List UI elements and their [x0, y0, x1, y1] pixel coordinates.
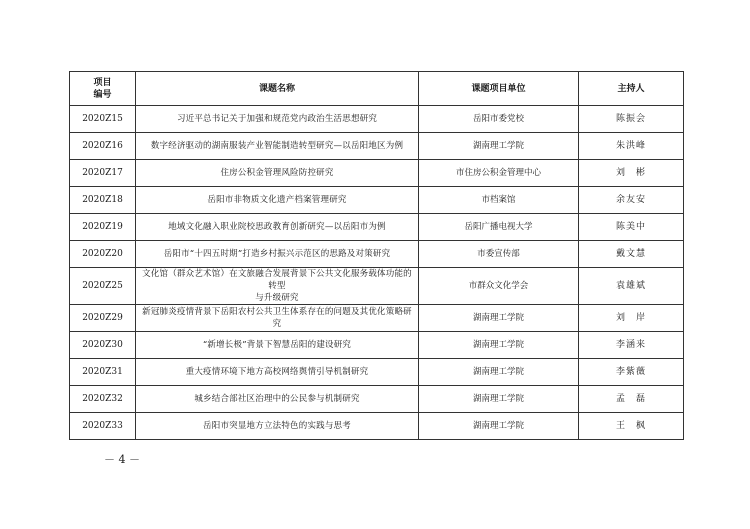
cell-title: 习近平总书记关于加强和规范党内政治生活思想研究: [136, 106, 419, 133]
header-unit: 课题项目单位: [419, 72, 579, 106]
cell-unit: 岳阳市委党校: [419, 106, 579, 133]
cell-unit: 湖南理工学院: [419, 332, 579, 359]
cell-person: 李涵来: [579, 332, 684, 359]
cell-unit: 市档案馆: [419, 187, 579, 214]
table-row: [70, 214, 684, 241]
cell-unit: 湖南理工学院: [419, 359, 579, 386]
cell-code: 2020Z31: [70, 359, 136, 386]
table-row: [70, 133, 684, 160]
cell-code: 2020Z25: [70, 268, 136, 305]
cell-code: 2020Z17: [70, 160, 136, 187]
table-row: [70, 305, 684, 332]
table-header-row: [70, 72, 684, 106]
cell-person: 王 枫: [579, 413, 684, 440]
page-number: － 4 －: [104, 453, 140, 466]
cell-unit: 湖南理工学院: [419, 133, 579, 160]
cell-code: 2020Z19: [70, 214, 136, 241]
table-row: [70, 386, 684, 413]
cell-title: “新增长极”背景下智慧岳阳的建设研究: [136, 332, 419, 359]
cell-title: 文化馆（群众艺术馆）在文旅融合发展背景下公共文化服务载体功能的转型 与升级研究: [136, 268, 419, 305]
cell-unit: 岳阳广播电视大学: [419, 214, 579, 241]
cell-person: 袁雄斌: [579, 268, 684, 305]
cell-person: 戴文慧: [579, 241, 684, 268]
header-person: 主持人: [579, 72, 684, 106]
cell-code: 2020Z30: [70, 332, 136, 359]
table-row: [70, 241, 684, 268]
table-row: [70, 332, 684, 359]
cell-title: 重大疫情环境下地方高校网络舆情引导机制研究: [136, 359, 419, 386]
cell-unit: 市住房公积金管理中心: [419, 160, 579, 187]
cell-title: 新冠肺炎疫情背景下岳阳农村公共卫生体系存在的问题及其优化策略研究: [136, 305, 419, 332]
table-row: [70, 187, 684, 214]
cell-person: 刘 岸: [579, 305, 684, 332]
table-row: [70, 359, 684, 386]
cell-title: 岳阳市“十四五时期”打造乡村振兴示范区的思路及对策研究: [136, 241, 419, 268]
cell-title: 住房公积金管理风险防控研究: [136, 160, 419, 187]
header-title: 课题名称: [136, 72, 419, 106]
cell-code: 2020Z33: [70, 413, 136, 440]
cell-person: 余友安: [579, 187, 684, 214]
table-row: [70, 160, 684, 187]
cell-title: 岳阳市突显地方立法特色的实践与思考: [136, 413, 419, 440]
cell-code: 2020Z15: [70, 106, 136, 133]
cell-code: 2020Z20: [70, 241, 136, 268]
table-body: [70, 106, 684, 440]
cell-code: 2020Z16: [70, 133, 136, 160]
cell-unit: 湖南理工学院: [419, 386, 579, 413]
cell-person: 陈美中: [579, 214, 684, 241]
cell-title: 地域文化融入职业院校思政教育创新研究—以岳阳市为例: [136, 214, 419, 241]
cell-code: 2020Z32: [70, 386, 136, 413]
cell-title: 岳阳市非物质文化遗产档案管理研究: [136, 187, 419, 214]
cell-code: 2020Z18: [70, 187, 136, 214]
cell-unit: 市群众文化学会: [419, 268, 579, 305]
cell-unit: 湖南理工学院: [419, 413, 579, 440]
cell-title: 城乡结合部社区治理中的公民参与机制研究: [136, 386, 419, 413]
project-table: [69, 71, 684, 440]
table-row: [70, 106, 684, 133]
cell-person: 朱洪峰: [579, 133, 684, 160]
cell-title: 数字经济驱动的湖南服装产业智能制造转型研究—以岳阳地区为例: [136, 133, 419, 160]
cell-person: 李紫薇: [579, 359, 684, 386]
cell-person: 孟 磊: [579, 386, 684, 413]
header-code: 项目 编号: [70, 72, 136, 106]
table-row: [70, 413, 684, 440]
cell-code: 2020Z29: [70, 305, 136, 332]
cell-unit: 市委宣传部: [419, 241, 579, 268]
cell-unit: 湖南理工学院: [419, 305, 579, 332]
cell-person: 刘 彬: [579, 160, 684, 187]
table-row: [70, 268, 684, 305]
cell-person: 陈振会: [579, 106, 684, 133]
